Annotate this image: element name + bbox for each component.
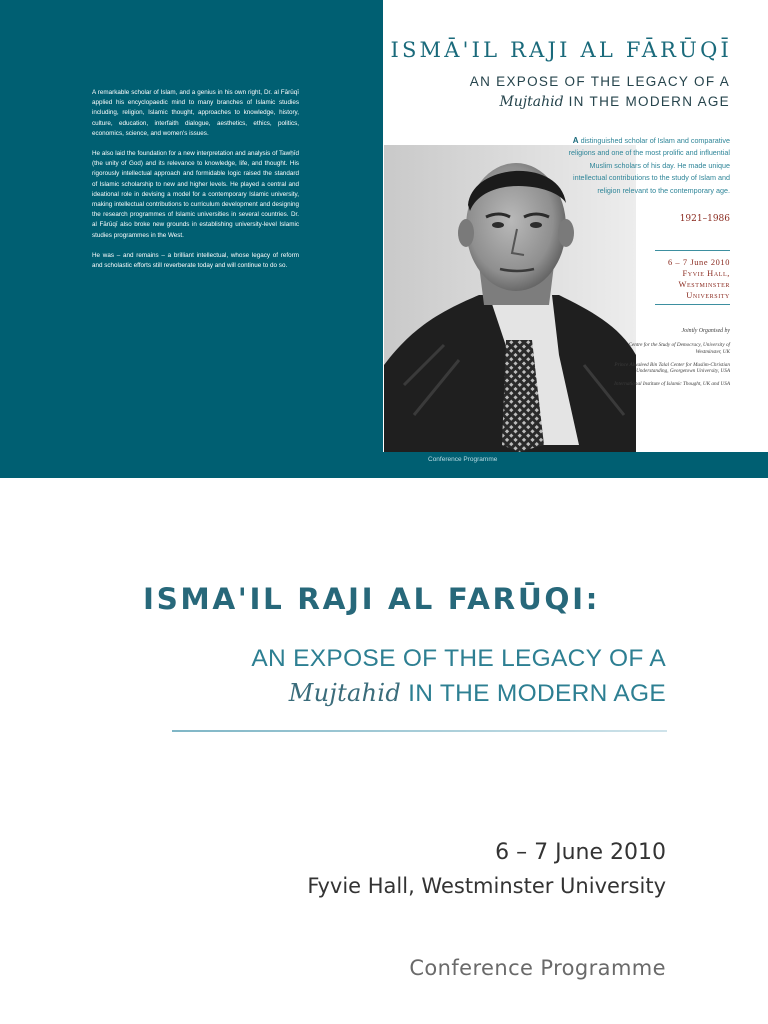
back-paragraph-1: A remarkable scholar of Islam, and a genius in his own right, Dr. al Fārūqī applied his encyclopaedic mind to many branches of Islamic studies including, religion, Islamic thought, approaches to knowledge, history, culture, education, interfaith dialogue, aesthetics, ethics, politics, economics, science, and women's issues.: [92, 89, 299, 137]
organisers-block: [610, 328, 730, 395]
title-page-subtitle: [251, 642, 666, 711]
cover-subtitle-line2: [470, 92, 730, 112]
divider-line: [655, 250, 730, 251]
event-date: 6 – 7 June 2010: [667, 258, 730, 267]
venue-line-3: University: [686, 291, 730, 300]
event-info: [668, 257, 730, 301]
cover-bio: [560, 135, 730, 197]
cover-subtitle-italic: Mujtahid: [499, 94, 564, 110]
title-page-programme-label: Conference Programme: [409, 956, 666, 980]
cover-subtitle-rest: IN THE MODERN AGE: [563, 94, 730, 109]
title-page-heading: ISMA'IL RAJI AL FARŪQI:: [143, 582, 601, 616]
title-page-dates: 6 – 7 June 2010: [495, 840, 666, 865]
divider-line: [655, 304, 730, 305]
spine-label: Conference Programme: [428, 456, 498, 463]
bio-initial: A: [572, 136, 579, 145]
title-page-subtitle-rest: IN THE MODERN AGE: [401, 680, 666, 707]
cover-title: ISMĀ'IL RAJI AL FĀRŪQĪ: [390, 38, 732, 62]
back-paragraph-3: He was – and remains – a brilliant intellectual, whose legacy of reform and scholastic efforts still reverberate today and will continue to do so.: [92, 251, 299, 270]
life-years: 1921–1986: [679, 214, 730, 224]
back-cover-text: [92, 88, 299, 281]
organiser-georgetown: Prince Alwaleed Bin Talal Center for Muslim-Christian Understanding, Georgetown University, USA: [614, 361, 730, 375]
bio-text: distinguished scholar of Islam and comparative religions and one of the most prolific and influential Muslim scholars of his day. He made unique intellectual contributions to the study of Islam and religion relevant to the contemporary age.: [568, 136, 730, 195]
title-page-subtitle-line2: [251, 676, 666, 711]
organiser-csd: Centre for the Study of Democracy, University of Westminster, UK: [628, 342, 730, 355]
title-page-subtitle-line1: AN EXPOSE OF THE LEGACY OF A: [251, 645, 666, 672]
title-page: [0, 478, 768, 1024]
cover-subtitle: [470, 72, 730, 112]
cover-subtitle-line1: AN EXPOSE OF THE LEGACY OF A: [469, 74, 730, 89]
venue-line-1: Fyvie Hall,: [682, 269, 730, 278]
back-paragraph-2: He also laid the foundation for a new interpretation and analysis of Tawḥīd (the unity of God) and its relevance to knowledge, life, and thought. His rigorously intellectual approach and formidable logic raised the standard of Islamic scholarship to new and higher levels. He played a central and ideational role in devising a model for a contemporary Islamic university, making intellectual contributions to curriculum development and designing the research programmes of Islamic universities in several countries. Dr. al Fārūqī also broke new grounds in establishing university-level Islamic studies programmes in the West.: [92, 150, 299, 239]
brochure-spread: [0, 0, 768, 478]
venue-line-2: Westminster: [678, 280, 730, 289]
title-page-rule: [172, 730, 667, 732]
organiser-iiit: International Institute of Islamic Thought, UK and USA: [614, 381, 730, 388]
title-page-venue: Fyvie Hall, Westminster University: [307, 874, 666, 898]
title-page-subtitle-italic: Mujtahid: [288, 679, 402, 707]
organisers-heading: Jointly Organised by: [681, 328, 730, 334]
